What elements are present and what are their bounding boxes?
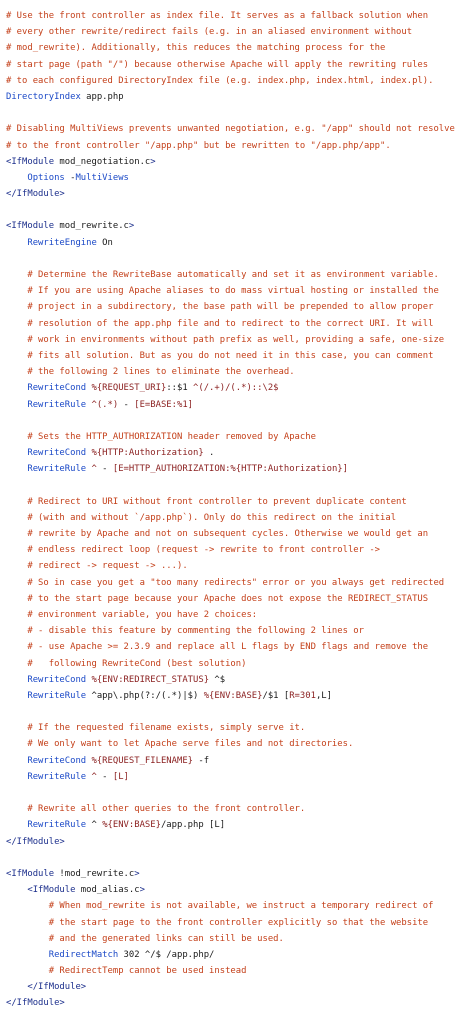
code-line [0,154,470,170]
code-comment: # the following 2 lines to eliminate the overhead. [27,367,295,378]
code-line [0,218,470,234]
code-directive: RewriteCond [27,448,87,459]
code-text: /$1 [ [262,690,290,701]
code-indent [6,464,27,474]
code-indent [6,448,27,458]
code-comment: # resolution of the app.php file and to redirect to the correct URI. It will [27,318,434,329]
code-comment: # - disable this feature by commenting the following 2 lines or [27,626,364,637]
code-line [0,558,470,574]
code-line [0,639,470,655]
code-comment: # - use Apache >= 2.3.9 and replace all L flags by END flags and remove the [27,642,429,653]
code-line [0,202,470,218]
code-line [0,283,470,299]
code-indent [6,691,27,701]
code-line [0,704,470,720]
code-directive: MultiViews [75,172,129,183]
code-line [0,364,470,380]
code-text: mod_negotiation.c [54,156,151,167]
code-indent [6,885,27,895]
code-comment: # to the start page because your Apache does not expose the REDIRECT_STATUS [27,593,429,604]
code-comment: # rewrite by Apache and not on subsequent cycles. Otherwise we would get an [27,529,429,539]
code-indent [6,173,27,183]
code-tag: > [134,868,140,879]
code-indent [6,950,49,960]
code-line [0,850,470,866]
code-line [0,801,470,817]
code-argument: ^ [91,771,97,782]
code-indent [6,286,27,296]
code-indent [6,351,27,361]
code-text: app.php [80,91,124,102]
code-indent [6,804,27,814]
code-comment: # every other rewrite/redirect fails (e.g. in an aliased environment without [6,27,413,38]
code-text: ^app\.php(?:/(.*)|$) [86,690,204,701]
code-comment: # When mod_rewrite is not available, we instruct a temporary redirect of [48,901,434,912]
code-line [0,898,470,914]
code-directive: RewriteRule [27,464,87,475]
code-line [0,931,470,947]
code-line [0,105,470,121]
code-text: - [96,464,113,475]
code-line [0,947,470,963]
code-indent [6,918,49,928]
code-line [0,510,470,526]
code-comment: # work in environments without path prefix as well, providing a safe, one-size [27,334,445,345]
code-argument: %{ENV:BASE} [102,820,161,831]
code-text: -f [193,755,210,766]
code-comment: # redirect -> request -> ...). [27,561,188,572]
code-line [0,623,470,639]
code-text: . [203,448,215,459]
code-indent [6,270,27,280]
code-argument: [E=HTTP_AUTHORIZATION:%{HTTP:Authorization}] [112,464,348,475]
code-argument: [E=BASE:%1] [134,399,194,410]
code-indent [6,335,27,345]
code-line [0,477,470,493]
code-argument: %{REQUEST_FILENAME} [91,755,194,766]
code-comment: # mod_rewrite). Additionally, this reduces the matching process for the [6,43,386,54]
code-line [0,40,470,56]
code-line [0,753,470,769]
code-comment: # and the generated links can still be used. [48,933,284,944]
code-indent [6,578,27,588]
code-comment: # to the front controller "/app.php" but be rewritten to "/app.php/app". [6,140,391,151]
code-text: /app.php [L] [160,820,226,831]
code-comment: # start page (path "/") because otherwise Apache will apply the rewriting rules [6,59,429,70]
code-line [0,429,470,445]
code-indent [6,610,27,620]
code-line [0,57,470,73]
code-line [0,575,470,591]
code-comment: # Determine the RewriteBase automatically and set it as environment variable. [27,270,439,280]
code-line [0,138,470,154]
code-tag: <IfModule [6,156,55,167]
code-tag: > [139,885,145,896]
code-line [0,915,470,931]
code-comment: # Redirect to URI without front controller to prevent duplicate content [27,496,407,507]
code-directive: RewriteRule [27,820,87,831]
code-tag: <IfModule [6,221,55,232]
code-directive: RewriteCond [27,383,87,394]
code-line [0,24,470,40]
code-argument: %{REQUEST_URI} [91,383,167,394]
code-line [0,251,470,267]
code-indent [6,545,27,555]
code-indent [6,400,27,410]
code-directive: DirectoryIndex [6,91,81,102]
code-indent [6,659,27,669]
code-text: mod_alias.c [75,885,140,896]
code-argument: ^ [91,464,97,475]
code-indent [6,642,27,652]
code-text: ^$ [209,674,226,685]
code-tag: > [150,156,156,167]
code-comment: # Sets the HTTP_AUTHORIZATION header removed by Apache [27,431,316,442]
code-line [0,299,470,315]
code-text: On [96,237,113,248]
code-line [0,769,470,785]
code-line [0,656,470,672]
code-text: - [96,771,113,782]
code-indent [6,529,27,539]
code-comment: # environment variable, you have 2 choices: [27,609,258,620]
code-comment: # If you are using Apache aliases to do mass virtual hosting or installed the [27,286,439,297]
code-line [0,591,470,607]
code-line [0,688,470,704]
code-tag: </IfModule> [27,982,87,993]
code-directive: RewriteCond [27,755,87,766]
code-indent [6,238,27,248]
code-comment: # fits all solution. But as you do not need it in this case, you can comment [27,350,434,361]
code-indent [6,626,27,636]
code-indent [6,513,27,523]
code-line [0,672,470,688]
code-text: 302 ^/$ /app.php/ [118,949,215,960]
code-text: ,L] [315,690,332,701]
code-line [0,607,470,623]
code-comment: # project in a subdirectory, the base path will be prepended to allow proper [27,302,434,313]
code-line [0,348,470,364]
code-comment: # RedirectTemp cannot be used instead [48,966,247,977]
code-line [0,542,470,558]
code-indent [6,432,27,442]
code-text: - [64,172,76,183]
code-directive: Options [27,172,65,183]
code-comment: # Disabling MultiViews prevents unwanted negotiation, e.g. "/app" should not resolve [6,124,455,135]
code-comment: # If the requested filename exists, simply serve it. [27,723,306,734]
code-comment: # the start page to the front controller explicitly so that the website [48,917,429,928]
code-argument: [L] [112,771,129,782]
code-line [0,235,470,251]
code-tag: > [128,221,135,232]
code-indent [6,901,49,911]
code-comment: # We only want to let Apache serve files and not directories. [27,739,354,750]
code-indent [6,319,27,329]
code-line [0,267,470,283]
code-comment: # Rewrite all other queries to the front controller. [27,804,306,815]
code-directive: RewriteCond [27,674,87,685]
code-line [0,882,470,898]
code-argument: %{ENV:BASE} [203,690,263,701]
code-line [0,995,470,1011]
code-line [0,170,470,186]
code-text: !mod_rewrite.c [54,868,135,879]
code-directive: RewriteRule [27,771,87,782]
code-line [0,963,470,979]
code-line [0,332,470,348]
code-indent [6,497,27,507]
code-text: ^ [86,820,103,831]
code-line [0,817,470,833]
code-line [0,380,470,396]
code-line [0,736,470,752]
code-tag: <IfModule [27,885,76,896]
code-argument: ^(.*) [91,399,119,410]
code-line [0,89,470,105]
code-argument: %{HTTP:Authorization} [91,448,204,459]
code-argument: ^(/.+)/(.*)::\2$ [193,383,279,394]
code-comment: # So in case you get a "too many redirects" error or you always get redirected [27,577,445,588]
code-indent [6,739,27,749]
code-tag: </IfModule> [6,998,65,1009]
code-line [0,494,470,510]
code-indent [6,302,27,312]
code-indent [6,594,27,604]
code-indent [6,772,27,782]
code-tag: <IfModule [6,868,55,879]
code-indent [6,966,49,976]
code-line [0,413,470,429]
code-line [0,186,470,202]
code-text: mod_rewrite.c [54,221,129,232]
code-directive: RewriteEngine [27,237,97,248]
code-directive: RedirectMatch [48,949,119,960]
code-indent [6,675,27,685]
code-comment: # Use the front controller as index file. It serves as a fallback solution when [6,11,429,21]
code-argument: %{ENV:REDIRECT_STATUS} [91,674,210,685]
code-directive: RewriteRule [27,690,87,701]
code-line [0,526,470,542]
code-text: - [118,399,135,410]
code-indent [6,367,27,377]
code-line [0,834,470,850]
code-line [0,866,470,882]
code-line [0,785,470,801]
code-line [0,445,470,461]
code-indent [6,934,49,944]
code-line [0,397,470,413]
code-tag: </IfModule> [6,189,65,200]
code-line [0,316,470,332]
code-line [0,461,470,477]
code-line [0,8,470,24]
code-tag: </IfModule> [6,836,65,847]
code-line [0,73,470,89]
code-line [0,121,470,137]
code-argument: R=301 [289,690,316,701]
code-comment: # endless redirect loop (request -> rewrite to front controller -> [27,545,381,556]
code-line [0,979,470,995]
code-indent [6,820,27,830]
code-line [0,720,470,736]
code-indent [6,756,27,766]
code-comment: # following RewriteCond (best solution) [27,658,247,669]
code-indent [6,982,27,992]
code-indent [6,561,27,571]
code-comment: # to each configured DirectoryIndex file (e.g. index.php, index.html, index.pl). [6,75,434,86]
code-text: ::$1 [166,383,194,394]
code-indent [6,383,27,393]
code-comment: # (with and without `/app.php`). Only do this redirect on the initial [27,512,397,523]
code-indent [6,723,27,733]
code-directive: RewriteRule [27,399,87,410]
